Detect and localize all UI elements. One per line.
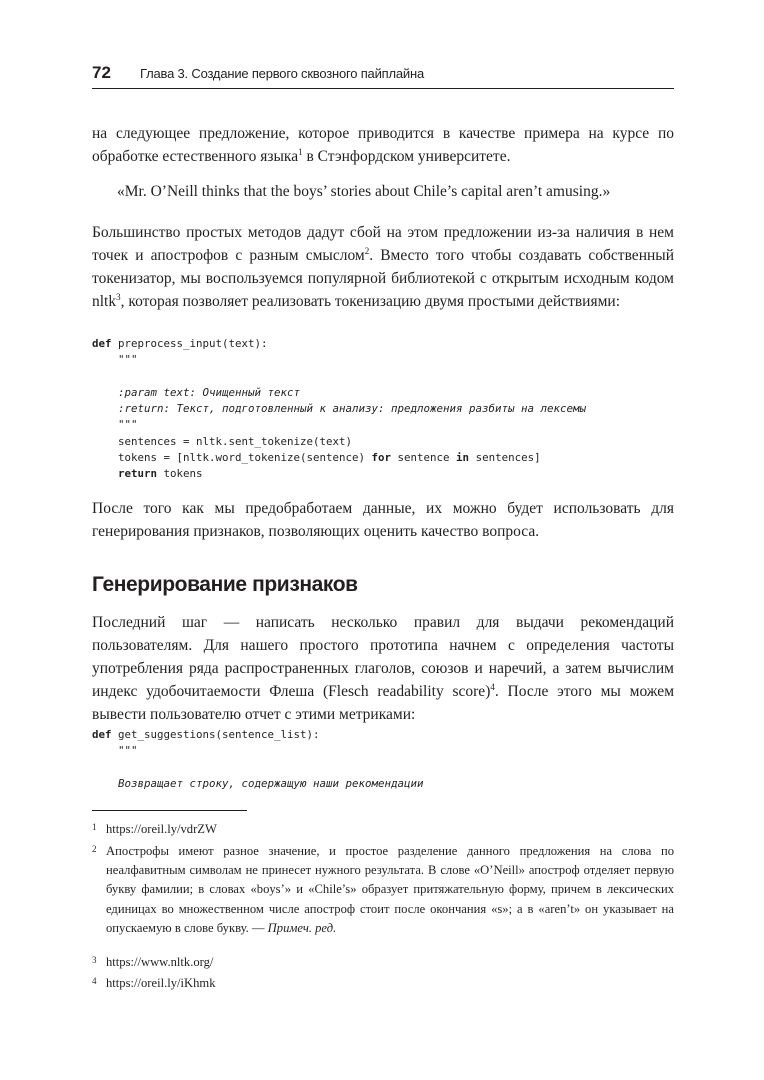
running-head: Глава 3. Создание первого сквозного пайплайна xyxy=(140,66,424,81)
code-docstring-text: Возвращает строку, содержащую наши рекомендации xyxy=(92,776,424,790)
footnote-link[interactable]: https://www.nltk.org/ xyxy=(106,955,214,969)
example-sentence-quote: «Mr. O’Neill thinks that the boys’ stories about Chile’s capital aren’t amusing.» xyxy=(117,183,611,200)
footnote-4: 4 https://oreil.ly/iKhmk xyxy=(92,974,674,993)
editor-note: Примеч. ред. xyxy=(267,920,337,935)
footnote-2: 2 Апострофы имеют разное значение, и простое разделение данного предложения на слова по неалфавитным символам не принесет нужного результата. В слове «O’Neill» апостроф отделяет первую букву фамилии; в словах «boys’» и «Chile’s» образует притяжательную форму, причем в лексических единицах во множественном числе апостроф стоит после окончания «s»; а в «aren’t» он указывает на опускаемую в слове букву. — Примеч. ред. xyxy=(92,844,674,935)
paragraph-tokenization: Большинство простых методов дадут сбой на этом предложении из-за наличия в нем точек и апострофов с разным смыслом$^2$. Вместо того чтобы создавать собственный токенизатор, мы воспользуемся популярной библиотекой с открытым исходным кодом nltk$^3$, которая позволяет реализовать токенизацию двумя простыми действиями: xyxy=(92,224,674,310)
code-keyword-in: in xyxy=(456,451,470,465)
code-docstring-return: :return: Текст, подготовленный к анализу: предложения разбиты на лексемы xyxy=(92,402,587,416)
footnote-divider xyxy=(92,810,247,811)
code-keyword-def: def xyxy=(92,337,112,350)
paragraph-intro: на следующее предложение, которое приводится в качестве примера на курсе по обработке естественного языка$^1$ в Стэнфордском университете. xyxy=(92,125,674,165)
section-heading: Генерирование признаков xyxy=(92,573,358,596)
code-keyword-return: return xyxy=(118,467,158,481)
footnote-ref-4: 4 xyxy=(490,681,495,692)
page-number: 72 xyxy=(92,63,111,82)
footnote-3: 3 https://www.nltk.org/ xyxy=(92,953,674,972)
footnote-link[interactable]: https://oreil.ly/vdrZW xyxy=(106,822,217,836)
code-block-preprocess: def preprocess_input(text): """ :param text: Очищенный текст :return: Текст, подготовленный к анализу: предложения разбиты на лексемы """ sentences = nltk.sent_tokenize(text) tokens = [nltk.word_tokenize(sentence) for sentence in sentences] return tokens xyxy=(92,336,682,483)
footnote-link[interactable]: https://oreil.ly/iKhmk xyxy=(106,976,216,990)
footnote-1: 1 https://oreil.ly/vdrZW xyxy=(92,820,674,839)
paragraph-features: Последний шаг — написать несколько правил для выдачи рекомендаций пользователям. Для нашего простого прототипа начнем с определения частоты употребления ряда распространенных глаголов, союзов и наречий, а затем вычислим индекс удобочитаемости Флеша (Flesch readability score)$^4$. После этого мы можем вывести пользователю отчет с этими метриками: xyxy=(92,614,674,723)
footnote-ref-3: 3 xyxy=(116,291,121,302)
paragraph-after-preprocess: После того как мы предобработаем данные, их можно будет использовать для генерирования признаков, позволяющих оценить качество вопроса. xyxy=(92,500,674,540)
footnote-ref-1: 1 xyxy=(298,146,303,157)
footnote-ref-2: 2 xyxy=(364,245,370,256)
code-keyword-def: def xyxy=(92,728,112,741)
page-header xyxy=(92,62,674,89)
code-docstring-param: :param text: Очищенный текст xyxy=(92,385,301,399)
code-block-suggestions: def get_suggestions(sentence_list): """ Возвращает строку, содержащую наши рекомендации xyxy=(92,727,682,792)
code-keyword-for: for xyxy=(371,451,392,465)
